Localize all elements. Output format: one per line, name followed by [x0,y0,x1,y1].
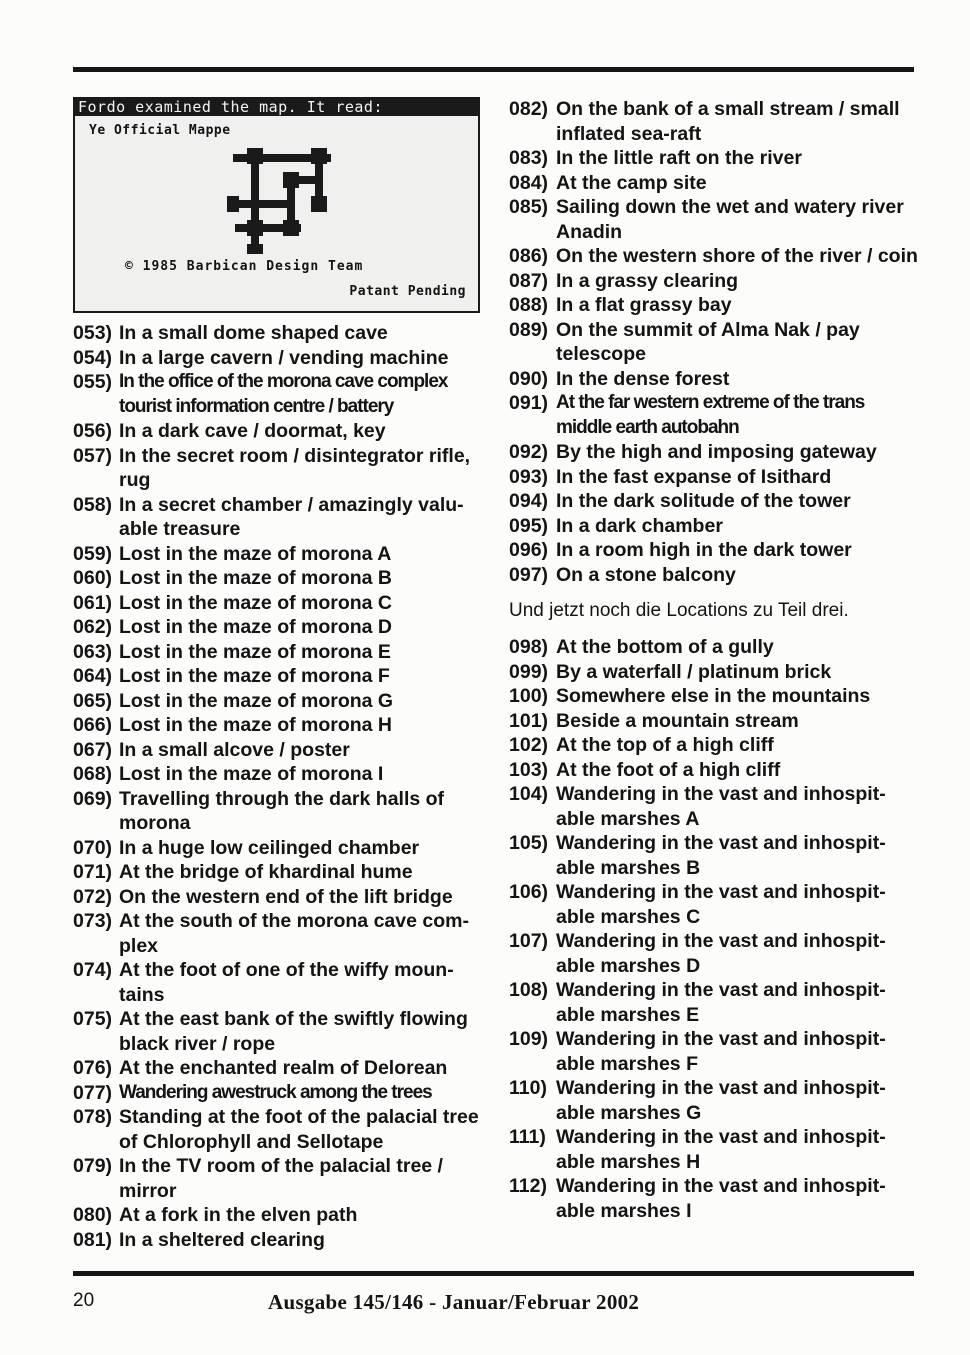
right-entry-list-part-two [509,97,919,587]
entry-number: 099) [509,660,549,683]
location-entry [73,1007,488,1056]
entry-number: 053) [73,322,113,344]
entry-text: In a grassy clearing [556,269,739,292]
location-entry [73,738,488,763]
entry-number: 066) [73,714,113,736]
entry-text: In the little raft on the river [556,147,802,169]
entry-text: In a flat grassy bay [556,294,732,316]
entry-text: In a dark chamber [556,514,723,537]
location-entry [73,1228,488,1253]
entry-text: At the camp site [556,171,707,194]
location-entry [509,733,919,758]
entry-number: 098) [509,636,549,658]
location-entry [73,566,488,591]
left-column [73,97,488,1252]
location-entry [509,293,919,318]
entry-number: 067) [73,738,113,761]
entry-number: 071) [73,861,113,883]
entry-text: In a small dome shaped cave [119,322,388,344]
location-entry [73,664,488,689]
entry-number: 086) [509,245,549,267]
entry-number: 055) [73,371,113,393]
location-entry [73,836,488,861]
location-entry [73,909,488,958]
entry-number: 087) [509,269,549,292]
entry-number: 088) [509,294,549,316]
entry-text: Sailing down the wet and watery river Anadin [556,196,904,243]
entry-number: 100) [509,685,549,707]
entry-number: 095) [509,514,549,537]
location-entry [509,709,919,734]
location-entry [73,762,488,787]
entry-number: 108) [509,979,549,1001]
entry-text: In the dense forest [556,367,730,390]
entry-number: 109) [509,1028,549,1050]
entry-number: 097) [509,563,549,586]
entry-text: Travelling through the dark halls of morona [119,787,445,834]
entry-text: On the bank of a small stream / small inflated sea-raft [556,98,900,145]
location-entry [509,563,919,588]
location-entry [73,493,488,542]
location-entry [509,782,919,831]
entry-number: 096) [509,539,549,561]
entry-number: 064) [73,665,113,687]
location-entry [509,269,919,294]
entry-text: In the dark solitude of the tower [556,490,851,512]
location-entry [73,1056,488,1081]
entry-number: 075) [73,1008,113,1030]
location-entry [73,1081,488,1106]
entry-number: 074) [73,959,113,981]
section-intro: Und jetzt noch die Locations zu Teil drei. [509,600,849,621]
entry-text: Wandering in the vast and inhospit-able marshes C [556,881,886,928]
location-entry [509,195,919,244]
entry-number: 058) [73,493,113,516]
location-entry [509,831,919,880]
entry-text: At the far western extreme of the trans middle earth autobahn [556,392,865,438]
location-entry [73,1203,488,1228]
top-rule [73,67,914,72]
entry-text: In the secret room / disintegrator rifle, rug [119,444,471,491]
location-entry [509,929,919,978]
location-entry [73,346,488,371]
location-entry [73,419,488,444]
entry-text: Lost in the maze of morona F [119,665,390,687]
map-drawing [215,144,335,254]
entry-number: 065) [73,689,113,712]
entry-text: Wandering in the vast and inhospit-able marshes D [556,930,886,977]
entry-number: 107) [509,930,549,952]
entry-number: 073) [73,910,113,932]
entry-text: Beside a mountain stream [556,709,799,732]
location-entry [509,367,919,392]
entry-number: 111) [509,1126,546,1148]
entry-text: At the enchanted realm of Delorean [119,1057,448,1079]
entry-text: Somewhere else in the mountains [556,685,871,707]
screenshot-titlebar: Fordo examined the map. It read: [75,99,478,116]
location-entry [509,1174,919,1223]
entry-number: 072) [73,885,113,908]
location-entry [509,97,919,146]
location-entry [509,880,919,929]
right-column [509,97,919,1223]
entry-text: In a small alcove / poster [119,738,350,761]
entry-text: Wandering in the vast and inhospit-able marshes G [556,1077,886,1124]
entry-text: Lost in the maze of morona B [119,567,393,589]
entry-number: 093) [509,465,549,488]
map-title: Ye Official Mappe [89,123,231,138]
location-entry [509,489,919,514]
location-entry [73,885,488,910]
bottom-rule [73,1271,914,1276]
location-entry [73,689,488,714]
location-entry [509,1076,919,1125]
entry-number: 089) [509,318,549,341]
entry-number: 112) [509,1175,547,1197]
entry-number: 106) [509,881,549,903]
location-entry [509,758,919,783]
entry-text: Wandering in the vast and inhospit-able marshes A [556,783,886,830]
location-entry [73,591,488,616]
entry-text: At the bridge of khardinal hume [119,861,413,883]
location-entry [509,318,919,367]
entry-text: In a room high in the dark tower [556,539,852,561]
entry-number: 060) [73,567,113,589]
entry-text: At the south of the morona cave com-plex [119,910,469,957]
page-number: 20 [73,1290,95,1311]
entry-text: In the fast expanse of Isithard [556,465,832,488]
location-entry [509,538,919,563]
location-entry [73,615,488,640]
location-entry [509,391,919,440]
location-entry [509,440,919,465]
entry-number: 083) [509,147,549,169]
entry-number: 102) [509,734,549,756]
location-entry [73,713,488,738]
entry-text: By a waterfall / platinum brick [556,660,832,683]
location-entry [73,444,488,493]
location-entry [73,370,488,419]
entry-number: 092) [509,441,549,463]
location-entry [509,514,919,539]
entry-text: In the office of the morona cave complex tourist information centre / battery [119,371,448,417]
entry-number: 084) [509,171,549,194]
entry-number: 061) [73,591,113,614]
entry-number: 070) [73,836,113,859]
entry-text: In a sheltered clearing [119,1228,325,1251]
entry-text: Lost in the maze of morona E [119,640,391,663]
entry-text: At a fork in the elven path [119,1204,358,1226]
entry-number: 104) [509,783,549,805]
entry-text: At the foot of one of the wiffy moun-tains [119,959,454,1006]
entry-text: Wandering in the vast and inhospit-able marshes I [556,1175,886,1222]
entry-text: In a huge low ceilinged chamber [119,836,420,859]
location-entry [509,244,919,269]
entry-number: 069) [73,787,113,810]
location-entry [509,1027,919,1076]
entry-text: Standing at the foot of the palacial tree of Chlorophyll and Sellotape [119,1106,479,1153]
location-entry [509,171,919,196]
entry-number: 079) [73,1155,113,1177]
entry-text: Lost in the maze of morona G [119,689,394,712]
location-entry [73,787,488,836]
entry-number: 090) [509,367,549,390]
entry-number: 054) [73,346,113,369]
location-entry [509,465,919,490]
entry-number: 085) [509,196,549,218]
location-entry [509,660,919,685]
location-entry [73,860,488,885]
entry-text: Wandering in the vast and inhospit-able marshes F [556,1028,886,1075]
location-entry [73,958,488,1007]
entry-text: Lost in the maze of morona H [119,714,393,736]
entry-text: In the TV room of the palacial tree / mirror [119,1155,443,1202]
game-screenshot [73,97,480,313]
entry-number: 105) [509,832,549,854]
entry-text: Wandering awestruck among the trees [119,1081,432,1103]
location-entry [73,321,488,346]
entry-text: At the top of a high cliff [556,734,774,756]
entry-number: 082) [509,98,549,120]
entry-number: 103) [509,758,549,781]
entry-number: 110) [509,1077,547,1099]
location-entry [509,1125,919,1174]
entry-text: Lost in the maze of morona I [119,763,384,785]
entry-text: Lost in the maze of morona A [119,542,392,565]
entry-number: 056) [73,420,113,442]
entry-text: Wandering in the vast and inhospit-able marshes E [556,979,886,1026]
entry-text: At the east bank of the swiftly flowing black river / rope [119,1008,468,1055]
entry-text: On the western end of the lift bridge [119,885,453,908]
entry-number: 101) [509,709,549,732]
entry-number: 080) [73,1204,113,1226]
entry-number: 091) [509,392,549,414]
entry-number: 062) [73,616,113,638]
entry-text: On a stone balcony [556,563,736,586]
entry-number: 078) [73,1106,113,1128]
location-entry [509,146,919,171]
screenshot-patent: Patant Pending [349,284,466,299]
entry-text: At the foot of a high cliff [556,758,781,781]
entry-text: On the western shore of the river / coin [556,245,918,267]
location-entry [73,1154,488,1203]
right-entry-list-part-three [509,635,919,1223]
entry-text: In a secret chamber / amazingly valu-able treasure [119,493,464,540]
screenshot-copyright: © 1985 Barbican Design Team [125,259,364,274]
location-entry [73,542,488,567]
entry-number: 081) [73,1228,113,1251]
location-entry [509,684,919,709]
entry-text: At the bottom of a gully [556,636,774,658]
location-entry [509,635,919,660]
entry-number: 076) [73,1057,113,1079]
entry-number: 057) [73,444,113,467]
entry-number: 068) [73,763,113,785]
left-entry-list [73,321,488,1252]
location-entry [509,978,919,1027]
entry-text: By the high and imposing gateway [556,441,877,463]
location-entry [73,1105,488,1154]
entry-text: Lost in the maze of morona C [119,591,393,614]
entry-text: In a dark cave / doormat, key [119,420,386,442]
entry-number: 059) [73,542,113,565]
entry-text: In a large cavern / vending machine [119,346,449,369]
entry-text: On the summit of Alma Nak / pay telescope [556,318,860,365]
entry-number: 077) [73,1081,113,1104]
entry-text: Wandering in the vast and inhospit-able marshes H [556,1126,886,1173]
entry-text: Lost in the maze of morona D [119,616,393,638]
entry-text: Wandering in the vast and inhospit-able marshes B [556,832,886,879]
location-entry [73,640,488,665]
issue-footer: Ausgabe 145/146 - Januar/Februar 2002 [268,1290,640,1314]
entry-number: 094) [509,490,549,512]
entry-number: 063) [73,640,113,663]
